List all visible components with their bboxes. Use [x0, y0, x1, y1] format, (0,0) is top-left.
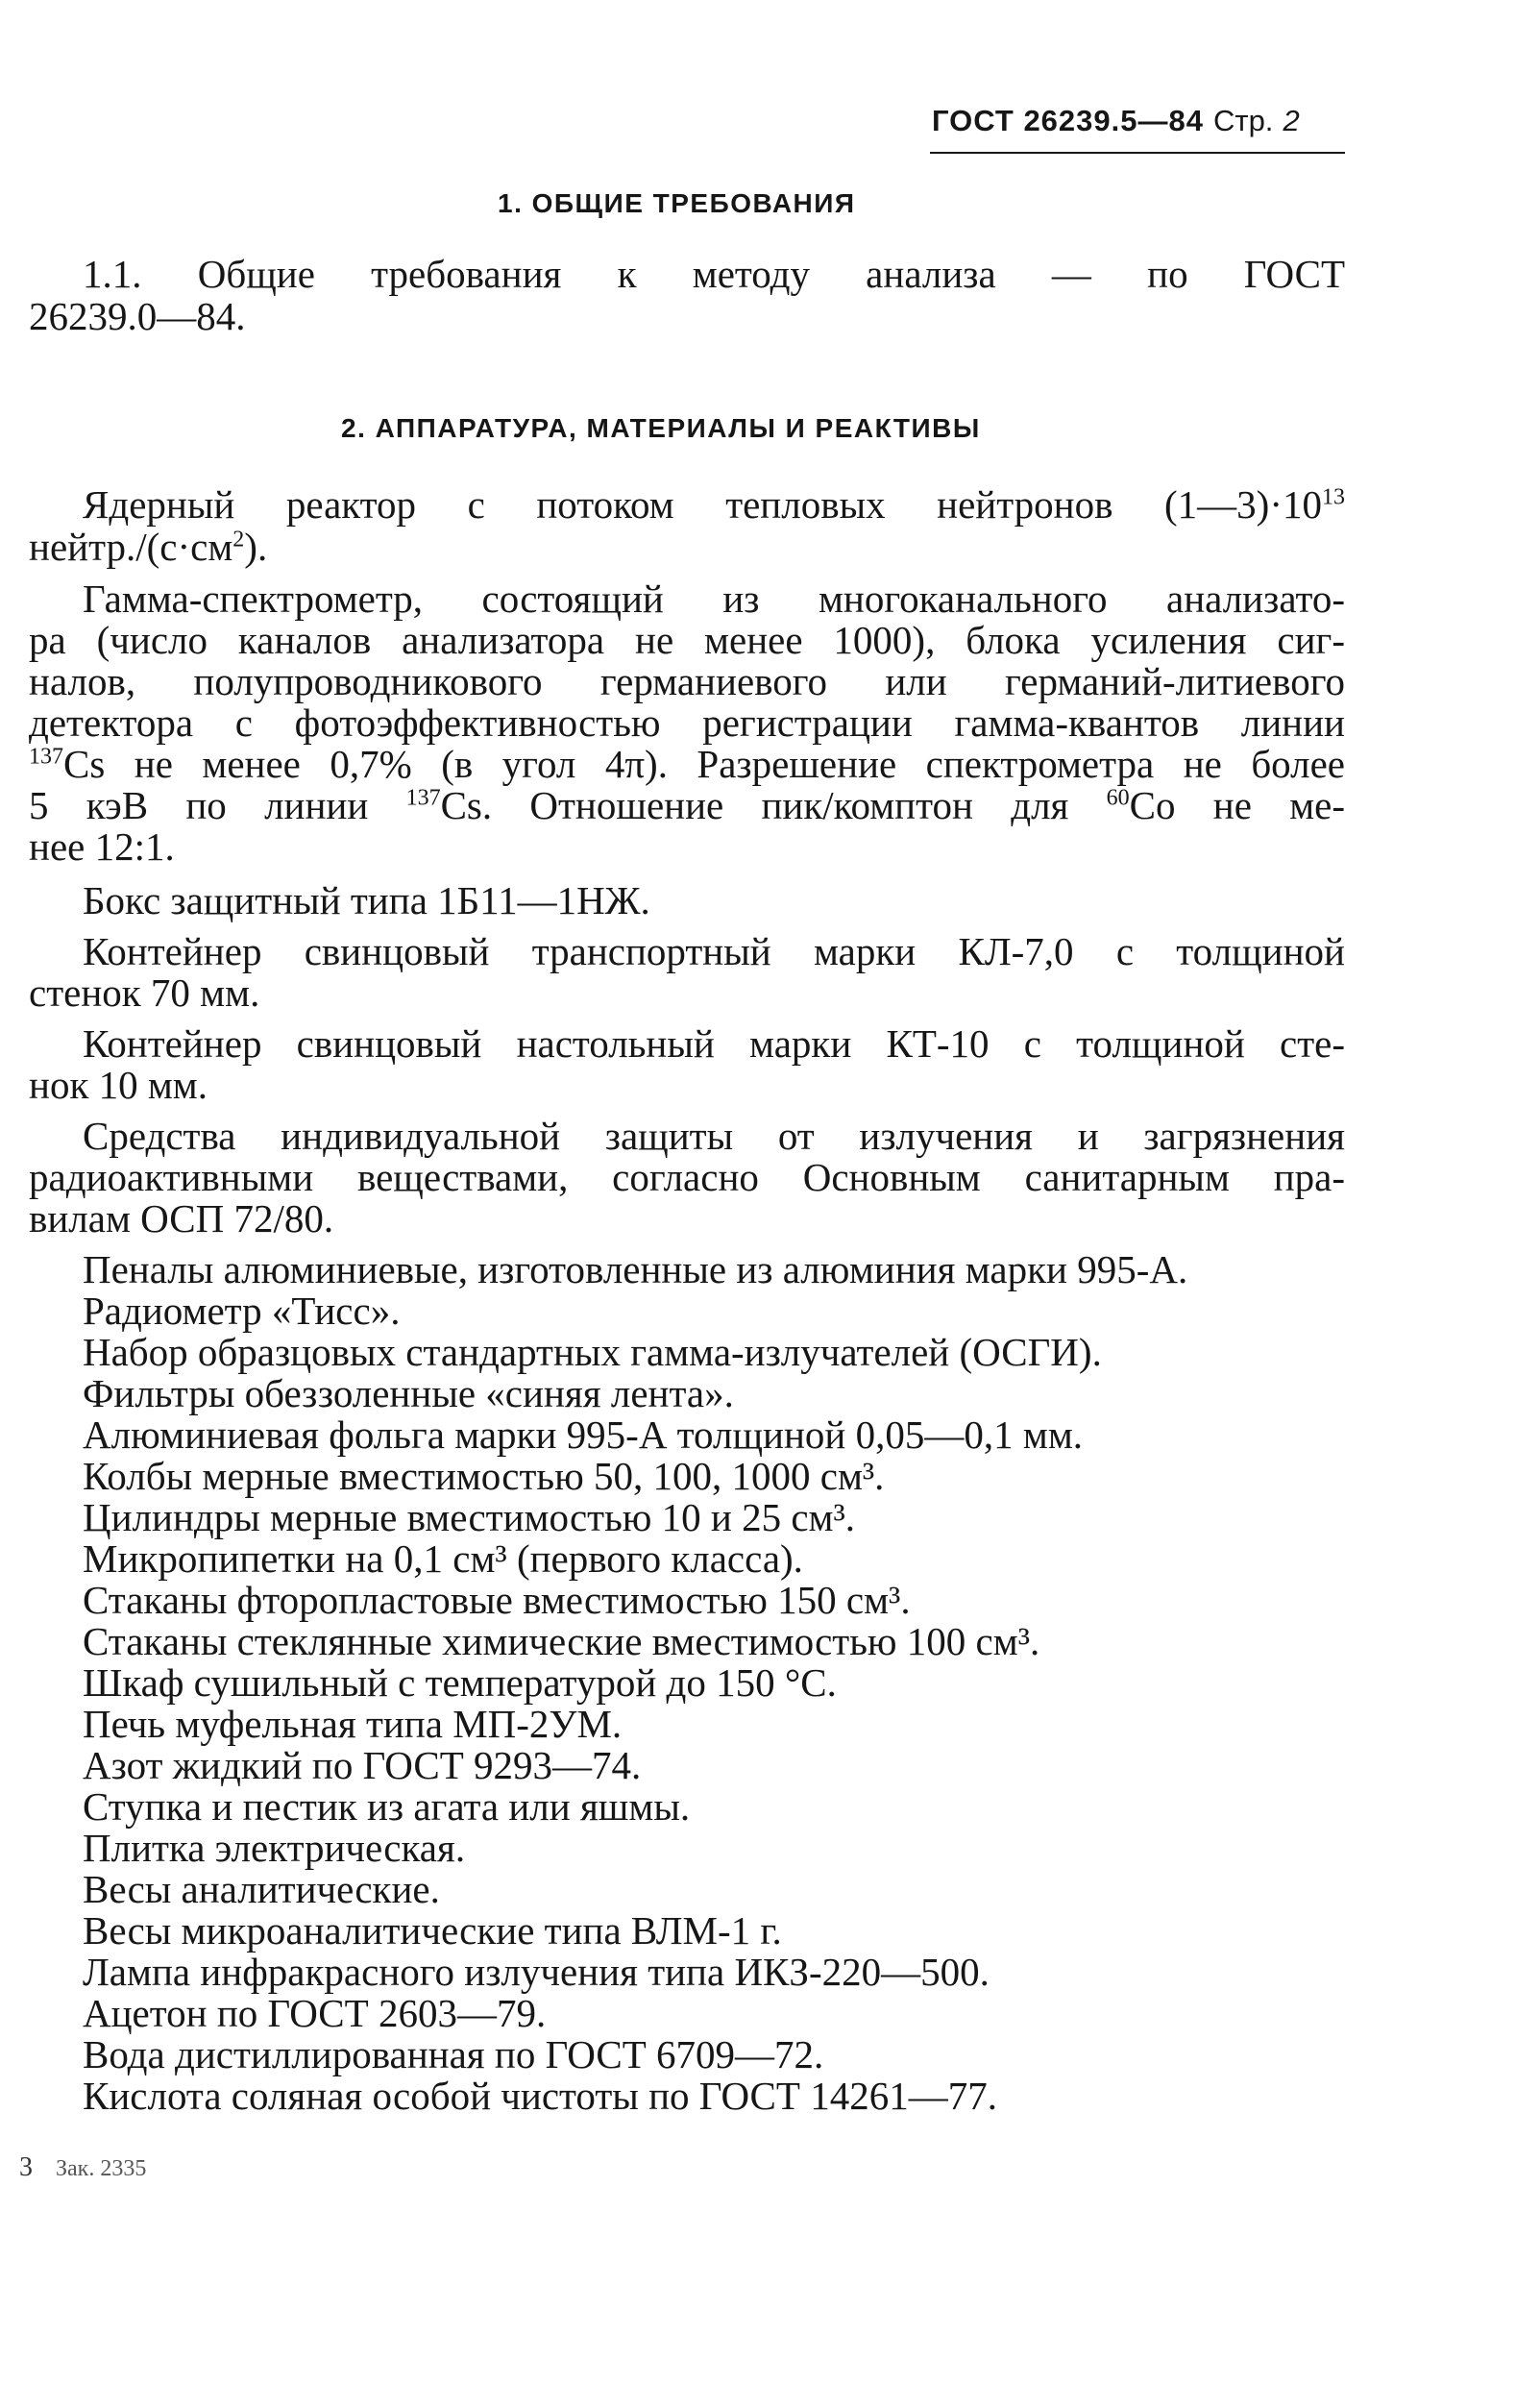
protective-box: Бокс защитный типа 1Б11—1НЖ. — [83, 878, 650, 922]
list-item: Микропипетки на 0,1 см³ (первого класса). — [83, 1536, 803, 1581]
protection-line-2: радиоактивными веществами, согласно Основным санитарным пра- — [29, 1155, 1345, 1199]
gamma-line-1: Гамма-спектрометр, состоящий из многоканального анализато- — [83, 577, 1345, 621]
protection-line-1: Средства индивидуальной защиты от излучения и загрязнения — [83, 1114, 1345, 1158]
standard-number: ГОСТ 26239.5—84 — [932, 104, 1204, 137]
page-number: 2 — [1283, 104, 1300, 137]
general-requirements-line-1: 1.1. Общие требования к методу анализа — по ГОСТ — [83, 252, 1345, 296]
list-item: Фильтры обеззоленные «синяя лента». — [83, 1371, 734, 1415]
header-rule — [930, 152, 1345, 154]
list-item: Цилиндры мерные вместимостью 10 и 25 см³. — [83, 1495, 856, 1539]
gamma-line-2: ра (число каналов анализатора не менее 1000), блока усиления сиг- — [29, 618, 1345, 662]
list-item: Лампа инфракрасного излучения типа ИКЗ-220—500. — [83, 1950, 990, 1994]
list-item: Азот жидкий по ГОСТ 9293—74. — [83, 1743, 642, 1787]
list-item: Ступка и пестик из агата или яшмы. — [83, 1784, 691, 1829]
list-item: Пеналы алюминиевые, изготовленные из алюминия марки 995-А. — [83, 1247, 1188, 1291]
list-item: Плитка электрическая. — [83, 1826, 466, 1870]
section-2-title: 2. АППАРАТУРА, МАТЕРИАЛЫ И РЕАКТИВЫ — [341, 413, 981, 443]
list-item: Шкаф сушильный с температурой до 150 °С. — [83, 1660, 837, 1705]
general-requirements-line-2: 26239.0—84. — [29, 294, 246, 338]
section-1-title: 1. ОБЩИЕ ТРЕБОВАНИЯ — [498, 188, 856, 218]
gamma-line-4: детектора с фотоэффективностью регистрации гамма-квантов линии — [29, 700, 1345, 745]
transport-container-line-1: Контейнер свинцовый транспортный марки КЛ-7,0 с толщиной — [83, 929, 1345, 973]
page-label: Стр. — [1212, 104, 1274, 137]
list-item: Набор образцовых стандартных гамма-излучателей (ОСГИ). — [83, 1330, 1102, 1374]
list-item: Печь муфельная типа МП-2УМ. — [83, 1702, 623, 1746]
reactor-line-1: Ядерный реактор с потоком тепловых нейтронов $(1—3)\cdot 10^{13}$ — [83, 482, 1345, 527]
reactor-line-2: $нейтр./(с\cdot см^2)$. — [29, 525, 268, 569]
list-item: Стаканы фторопластовые вместимостью 150 см³. — [83, 1578, 911, 1622]
page-footer — [19, 2152, 146, 2183]
list-item: Ацетон по ГОСТ 2603—79. — [83, 1991, 547, 2035]
signature-mark: 3 — [19, 2152, 33, 2182]
list-item: Стаканы стеклянные химические вместимостью 100 см³. — [83, 1619, 1040, 1663]
table-container-line-2: нок 10 мм. — [29, 1063, 208, 1107]
list-item: Алюминиевая фольга марки 995-А толщиной 0,05—0,1 мм. — [83, 1413, 1084, 1457]
gamma-line-5: $^{137}$Cs не менее 0,7% (в угол 4π). Разрешение спектрометра не более — [29, 742, 1345, 786]
gamma-line-3: налов, полупроводникового германиевого или германий-литиевого — [29, 659, 1345, 703]
list-item: Вода дистиллированная по ГОСТ 6709—72. — [83, 2032, 824, 2076]
list-item: Весы микроаналитические типа ВЛМ-1 г. — [83, 1908, 782, 1953]
page-header — [932, 104, 1345, 138]
protection-line-3: вилам ОСП 72/80. — [29, 1196, 334, 1241]
table-container-line-1: Контейнер свинцовый настольный марки КТ-10 с толщиной сте- — [83, 1021, 1345, 1066]
list-item: Кислота соляная особой чистоты по ГОСТ 14261—77. — [83, 2074, 997, 2118]
gamma-line-7: нее 12:1. — [29, 824, 175, 869]
list-item: Радиометр «Тисс». — [83, 1289, 401, 1333]
list-item: Колбы мерные вместимостью 50, 100, 1000 см³. — [83, 1454, 885, 1498]
gamma-line-6: 5 кэВ по линии $^{137}$Cs. Отношение пик/комптон для $^{60}$Co не ме- — [29, 783, 1345, 827]
transport-container-line-2: стенок 70 мм. — [29, 970, 260, 1015]
list-item: Весы аналитические. — [83, 1867, 440, 1911]
order-number: Зак. 2335 — [56, 2156, 147, 2181]
